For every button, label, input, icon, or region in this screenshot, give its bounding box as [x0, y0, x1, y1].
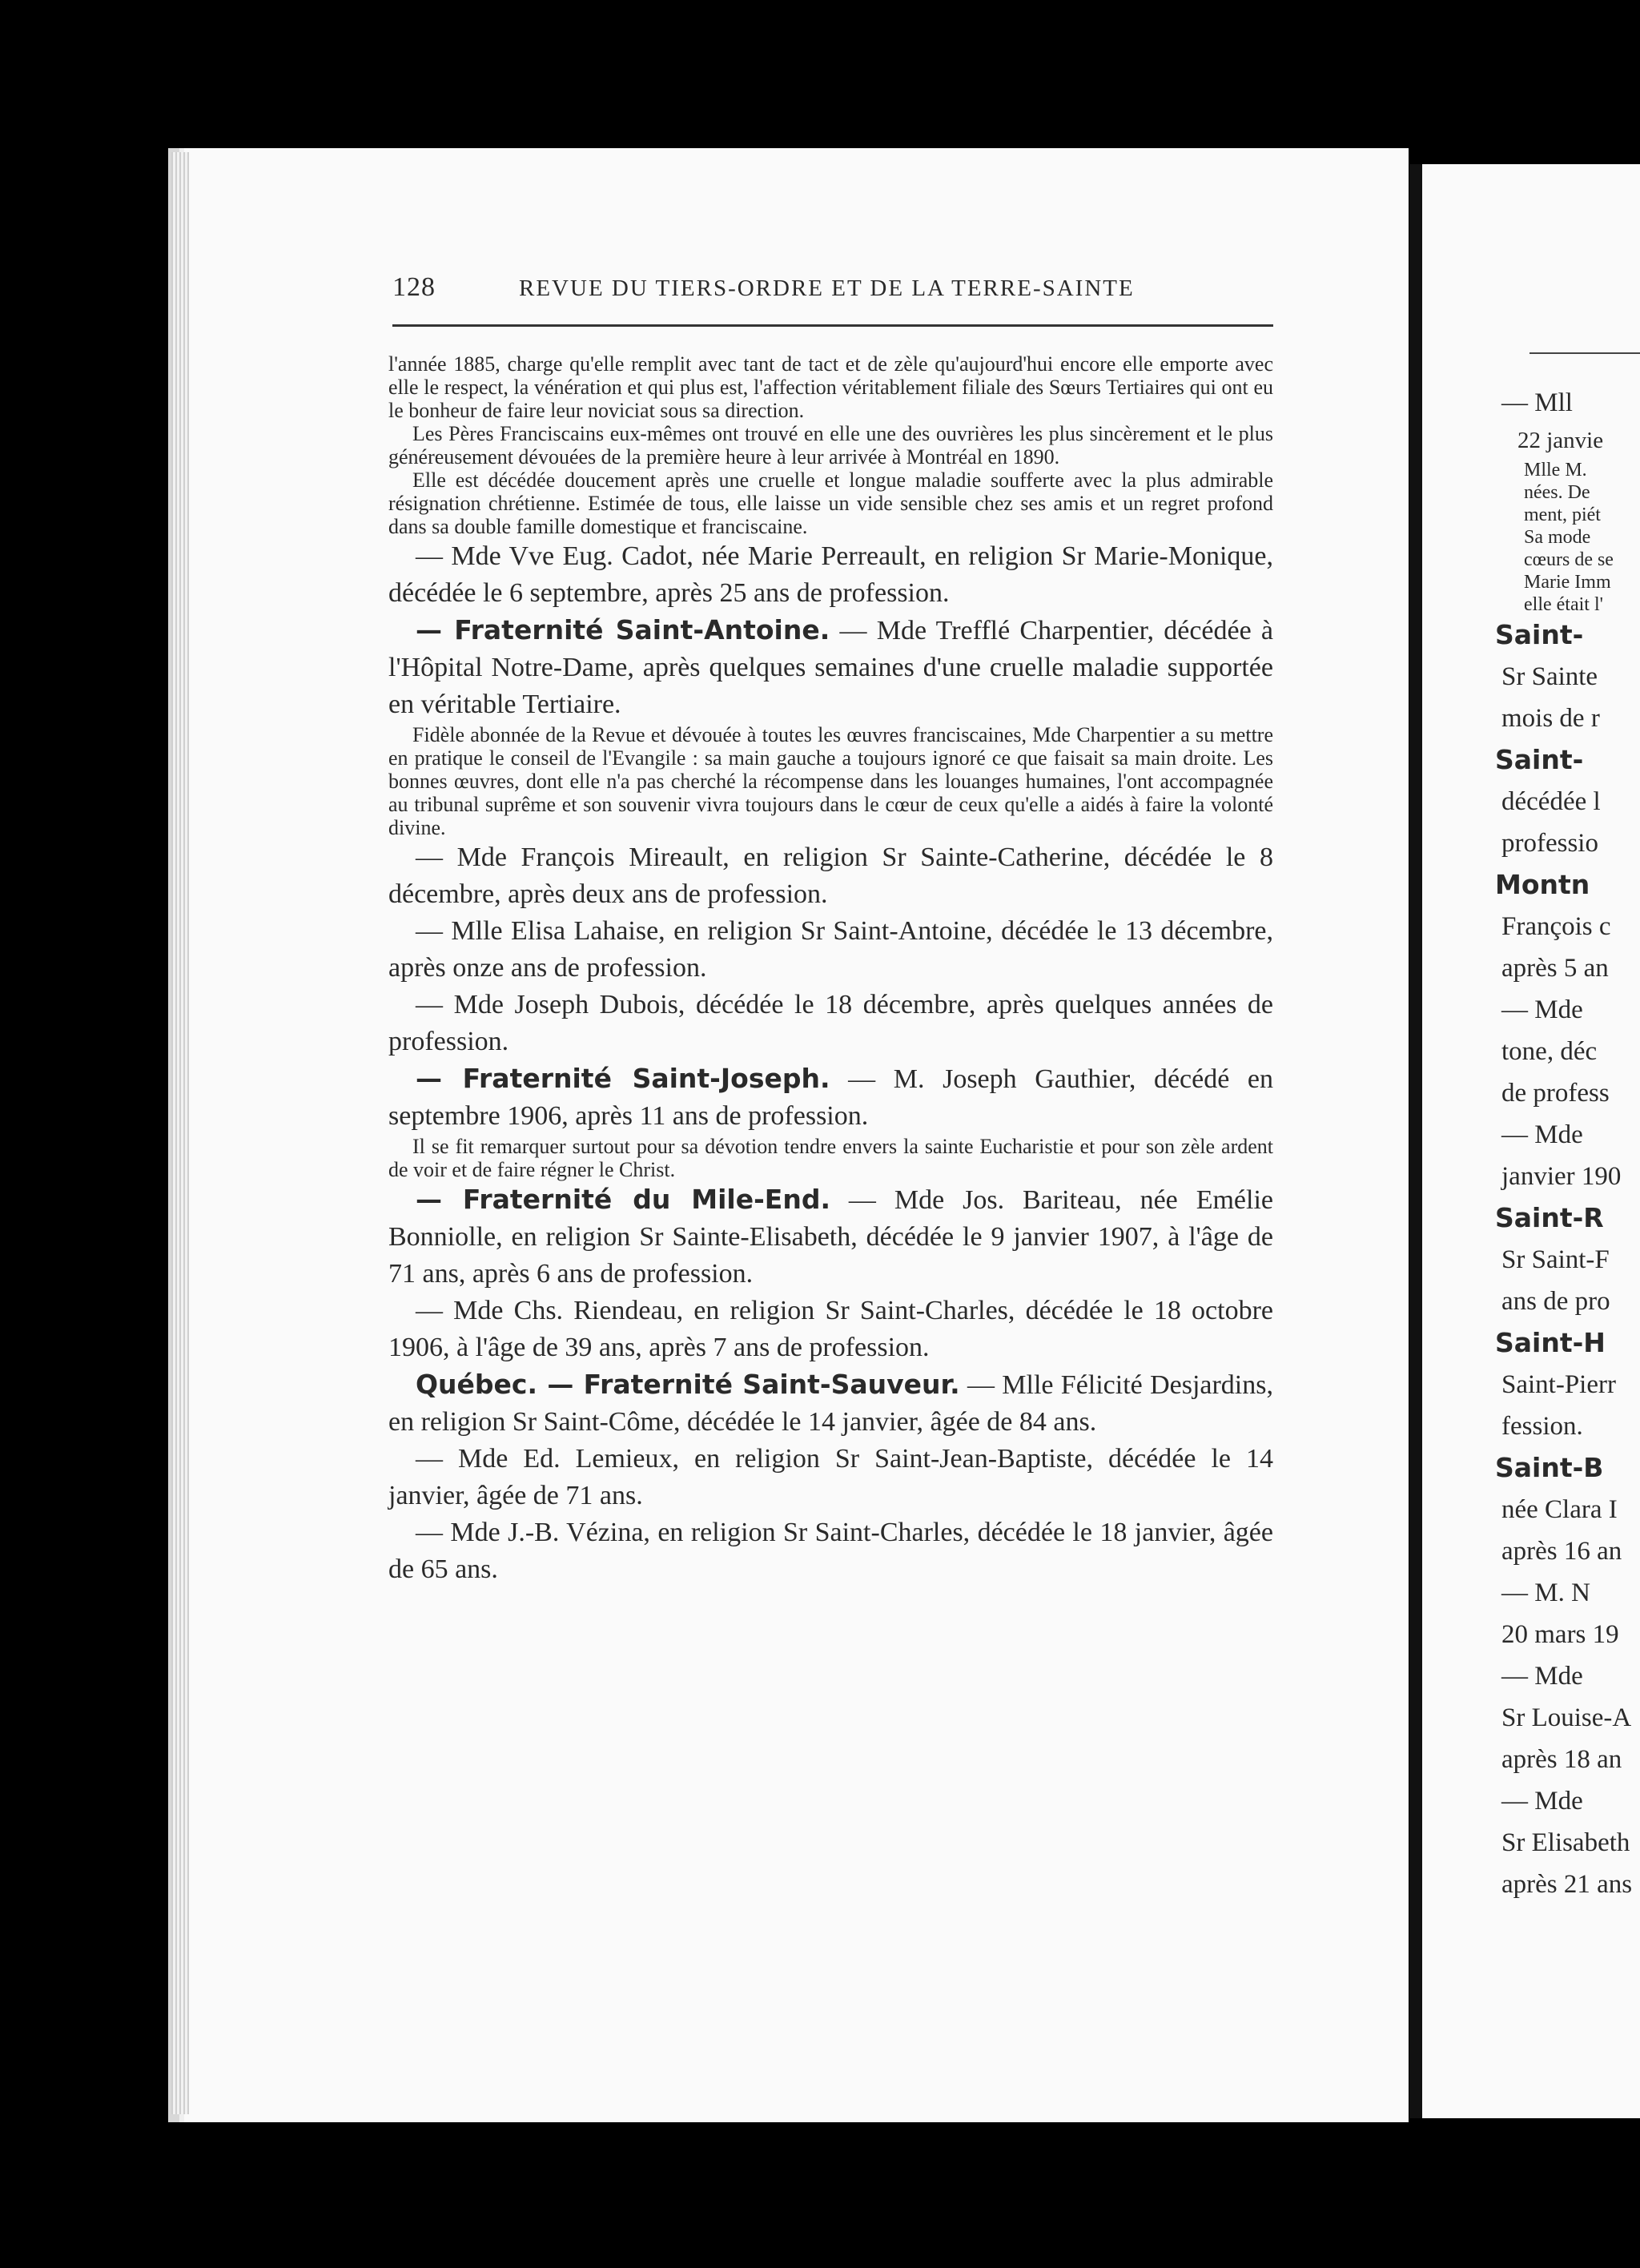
paragraph-text: — Mde François Mireault, en religion Sr Sainte-Catherine, décédée le 8 décembre, après deux ans de profession.	[388, 842, 1273, 909]
right-page-line: — Mde	[1501, 1662, 1583, 1691]
right-page-line: Saint-	[1495, 619, 1584, 650]
right-page-line: décédée l	[1501, 787, 1601, 816]
right-page-line: après 16 an	[1501, 1537, 1622, 1566]
paragraph-text: Elle est décédée doucement après une cruelle et longue maladie soufferte avec la plus admirable résignation chrétienne. Estimée de tous, elle laisse un vide sensible chez ses amis et un regret profond dans sa double famille domestique et franciscaine.	[388, 468, 1273, 538]
right-page-line: Sa mode	[1524, 527, 1591, 548]
right-page-line: Saint-R	[1495, 1202, 1604, 1233]
right-page-line: nées. De	[1524, 482, 1590, 503]
paragraph-text: — Mde Vve Eug. Cadot, née Marie Perreault, en religion Sr Marie-Monique, décédée le 6 septembre, après 25 ans de profession.	[388, 541, 1273, 608]
article-body	[388, 352, 1273, 1588]
right-page-line: Sr Sainte	[1501, 662, 1598, 691]
paragraph-text: — Mde Jos. Bariteau, née Emélie Bonniolle, en religion Sr Sainte-Elisabeth, décédée le 9 janvier 1907, à l'âge de 71 ans, après 6 ans de profession.	[388, 1185, 1273, 1289]
right-page-line: 22 janvie	[1517, 428, 1604, 453]
paragraph	[388, 1441, 1273, 1514]
right-page-line: Saint-	[1495, 744, 1584, 775]
paragraph-text: — Mde Joseph Dubois, décédée le 18 décembre, après quelques années de profession.	[388, 990, 1273, 1056]
right-page-line: Mlle M.	[1524, 460, 1587, 481]
paragraph	[388, 422, 1273, 468]
paragraph-text: Il se fit remarquer surtout pour sa dévotion tendre envers la sainte Eucharistie et pour son zèle ardent de voir et de faire régner le Christ.	[388, 1135, 1273, 1181]
paragraph-text: Fidèle abonnée de la Revue et dévouée à toutes les œuvres franciscaines, Mde Charpentier a su mettre en pratique le conseil de l'Evangile : sa main gauche a toujours ignoré ce que faisait sa main droite. Les bonnes œuvres, dont elle n'a pas cherché la récompense dans les louanges humaines, l'ont accompagnée au tribunal suprême et son souvenir vivra toujours dans le cœur de ceux qu'elle a aidés à faire la volonté divine.	[388, 723, 1273, 839]
paragraph-text: l'année 1885, charge qu'elle remplit avec tant de tact et de zèle qu'aujourd'hui encore elle emporte avec elle le respect, la vénération et qui plus est, l'affection véritablement filiale des Sœurs Tertiaires qui ont eu le bonheur de faire leur noviciat sous sa direction.	[388, 352, 1273, 422]
right-page-line: — M. N	[1501, 1578, 1590, 1607]
paragraph	[388, 987, 1273, 1060]
right-page-line: cœurs de se	[1524, 549, 1614, 570]
right-page-line: Sr Saint-F	[1501, 1245, 1610, 1274]
paragraph-text: — Mde J.-B. Vézina, en religion Sr Saint-Charles, décédée le 18 janvier, âgée de 65 ans.	[388, 1518, 1273, 1584]
right-page-line: — Mde	[1501, 1120, 1583, 1149]
paragraph	[388, 538, 1273, 612]
right-page-line: après 18 an	[1501, 1745, 1622, 1774]
right-page-line: — Mll	[1501, 388, 1573, 417]
paragraph	[388, 1514, 1273, 1588]
right-page-line: — Mde	[1501, 995, 1583, 1024]
paragraph	[388, 723, 1273, 839]
right-page-line: Saint-H	[1495, 1327, 1606, 1358]
section-heading: Québec. — Fraternité Saint-Sauveur.	[416, 1369, 960, 1400]
header-rule	[392, 324, 1273, 327]
page-number: 128	[392, 272, 436, 302]
paragraph-text: — M. Joseph Gauthier, décédé en septembre 1906, après 11 ans de profession.	[388, 1064, 1274, 1131]
right-page-line: 20 mars 19	[1501, 1620, 1619, 1649]
section-heading: — Fraternité Saint-Antoine.	[416, 614, 830, 645]
right-page-line: janvier 190	[1501, 1162, 1622, 1191]
paragraph-text: — Mde Chs. Riendeau, en religion Sr Saint-Charles, décédée le 18 octobre 1906, à l'âge de 39 ans, après 7 ans de profession.	[388, 1296, 1273, 1362]
paragraph	[388, 1135, 1273, 1181]
paragraph	[388, 1181, 1273, 1293]
right-page-line: après 5 an	[1501, 954, 1609, 983]
right-page-line: — Mde	[1501, 1787, 1583, 1816]
right-page-line: de profess	[1501, 1079, 1610, 1108]
right-page-line: fession.	[1501, 1412, 1583, 1441]
right-page-line: née Clara I	[1501, 1495, 1618, 1524]
paragraph	[388, 1293, 1273, 1366]
right-page-line: François c	[1501, 912, 1611, 941]
right-page-line: Sr Louise-A	[1501, 1703, 1632, 1732]
paragraph	[388, 352, 1273, 422]
right-page-line: après 21 ans	[1501, 1870, 1633, 1899]
right-page-line: Marie Imm	[1524, 572, 1611, 593]
paragraph	[388, 468, 1273, 538]
right-page-line: ans de pro	[1501, 1287, 1610, 1316]
right-page-line: Montn	[1495, 869, 1590, 900]
right-page-line: Saint-B	[1495, 1452, 1604, 1483]
paragraph-text: — Mlle Elisa Lahaise, en religion Sr Saint-Antoine, décédée le 13 décembre, après onze ans de profession.	[388, 916, 1273, 983]
paragraph-text: — Mde Trefflé Charpentier, décédée à l'Hôpital Notre-Dame, après quelques semaines d'une cruelle maladie supportée en véritable Tertiaire.	[388, 616, 1274, 719]
paragraph	[388, 913, 1273, 987]
right-page-line: professio	[1501, 829, 1598, 858]
paragraph-text: — Mlle Félicité Desjardins, en religion Sr Saint-Côme, décédée le 14 janvier, âgée de 84 ans.	[388, 1370, 1273, 1437]
right-page-line: mois de r	[1501, 704, 1600, 733]
paragraph-text: Les Pères Franciscains eux-mêmes ont trouvé en elle une des ouvrières les plus sincèrement et le plus généreusement dévouées de la première heure à leur arrivée à Montréal en 1890.	[388, 422, 1273, 468]
paragraph-text: — Mde Ed. Lemieux, en religion Sr Saint-Jean-Baptiste, décédée le 14 janvier, âgée de 71 ans.	[388, 1444, 1273, 1510]
right-page-line: ment, piét	[1524, 505, 1601, 525]
right-header-rule	[1529, 352, 1640, 354]
paragraph	[388, 839, 1273, 913]
right-page-line: Saint-Pierr	[1501, 1370, 1616, 1399]
paragraph	[388, 612, 1273, 723]
running-title: REVUE DU TIERS-ORDRE ET DE LA TERRE-SAINTE	[519, 275, 1135, 301]
page-edges	[171, 152, 189, 2114]
paragraph	[388, 1060, 1273, 1135]
right-page-line: Sr Elisabeth	[1501, 1828, 1630, 1857]
paragraph	[388, 1366, 1273, 1441]
right-page-line: elle était l'	[1524, 594, 1603, 615]
right-page-line: tone, déc	[1501, 1037, 1598, 1066]
section-heading: — Fraternité du Mile-End.	[416, 1184, 830, 1215]
section-heading: — Fraternité Saint-Joseph.	[416, 1063, 830, 1094]
